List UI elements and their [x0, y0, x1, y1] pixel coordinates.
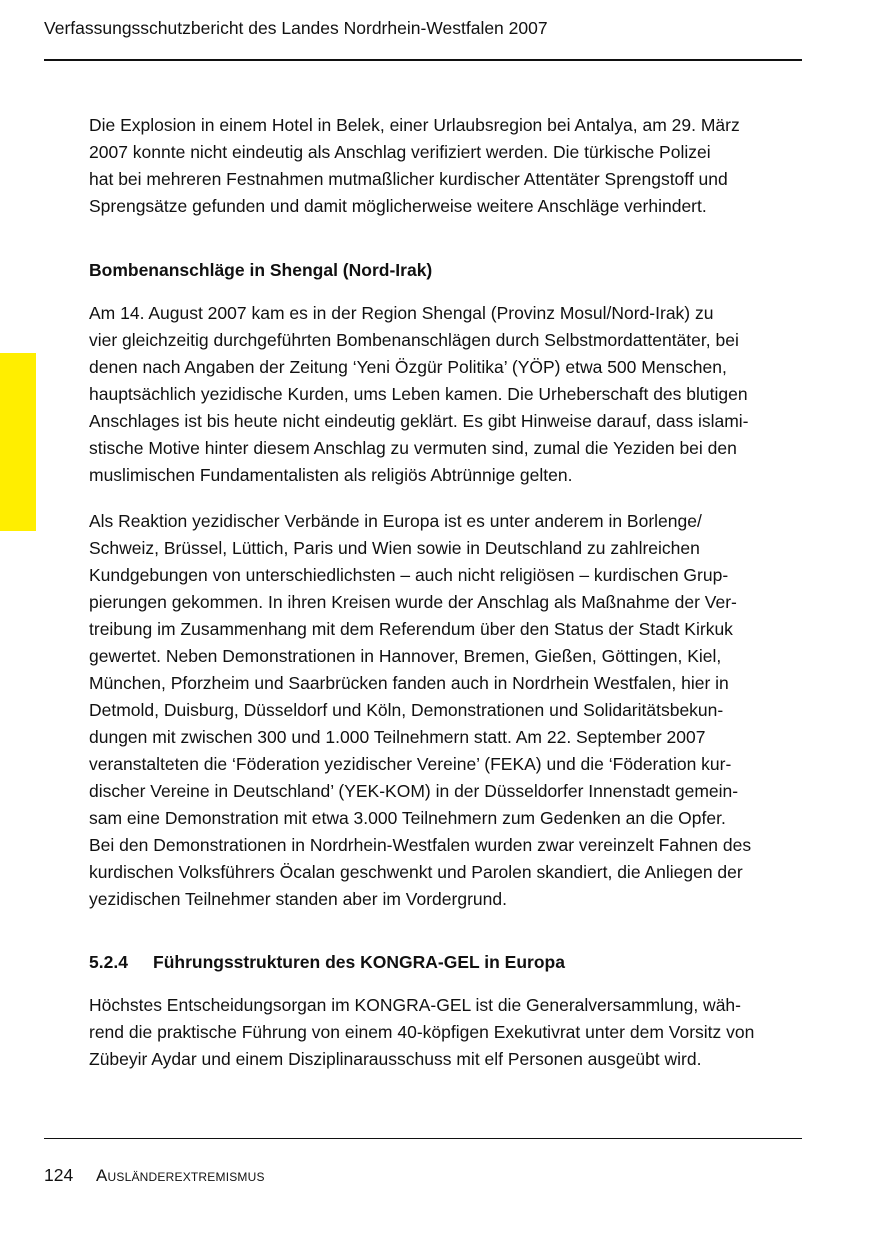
page-number: 124	[44, 1165, 74, 1185]
text-line: Sprengsätze gefunden und damit möglicherweise weitere Anschläge verhindert.	[89, 196, 707, 216]
text-line: sam eine Demonstration mit etwa 3.000 Teilnehmern zum Gedenken an die Opfer.	[89, 808, 726, 828]
text-line: Detmold, Duisburg, Düsseldorf und Köln, Demonstrationen und Solidaritätsbekun-	[89, 700, 724, 720]
footer-section-name: Ausländerextremismus	[96, 1166, 265, 1185]
text-line: Schweiz, Brüssel, Lüttich, Paris und Wien sowie in Deutschland zu zahlreichen	[89, 538, 700, 558]
text-line: 2007 konnte nicht eindeutig als Anschlag verifiziert werden. Die türkische Polizei	[89, 142, 711, 162]
text-line: Höchstes Entscheidungsorgan im KONGRA-GEL ist die Generalversammlung, wäh-	[89, 995, 741, 1015]
text-line: Kundgebungen von unterschiedlichsten – auch nicht religiösen – kurdischen Grup-	[89, 565, 729, 585]
text-line: Zübeyir Aydar und einem Disziplinarausschuss mit elf Personen ausgeübt wird.	[89, 1049, 702, 1069]
footer-divider	[44, 1138, 802, 1139]
paragraph-explosion-belek	[89, 112, 819, 220]
text-line: dungen mit zwischen 300 und 1.000 Teilnehmern statt. Am 22. September 2007	[89, 727, 706, 747]
footer-line	[44, 1163, 265, 1188]
section-heading	[89, 950, 565, 974]
header-divider	[44, 59, 802, 61]
paragraph-reactions	[89, 508, 819, 913]
text-line: Bei den Demonstrationen in Nordrhein-Westfalen wurden zwar vereinzelt Fahnen des	[89, 835, 752, 855]
text-line: yezidischen Teilnehmer standen aber im Vordergrund.	[89, 889, 507, 909]
text-line: hauptsächlich yezidische Kurden, ums Leben kamen. Die Urheberschaft des blutigen	[89, 384, 748, 404]
paragraph-shengal-attacks	[89, 300, 819, 489]
text-line: Anschlages ist bis heute nicht eindeutig geklärt. Es gibt Hinweise darauf, dass islami-	[89, 411, 749, 431]
text-line: pierungen gekommen. In ihren Kreisen wurde der Anschlag als Maßnahme der Ver-	[89, 592, 737, 612]
header-title: Verfassungsschutzbericht des Landes Nordrhein-Westfalen 2007	[44, 18, 548, 38]
section-title: Führungsstrukturen des KONGRA-GEL in Europa	[153, 952, 565, 972]
heading-shengal: Bombenanschläge in Shengal (Nord-Irak)	[89, 260, 433, 280]
text-line: muslimischen Fundamentalisten als religiös Abtrünnige gelten.	[89, 465, 573, 485]
paragraph-leadership	[89, 992, 819, 1073]
text-line: rend die praktische Führung von einem 40-köpfigen Exekutivrat unter dem Vorsitz von	[89, 1022, 755, 1042]
text-line: hat bei mehreren Festnahmen mutmaßlicher kurdischer Attentäter Sprengstoff und	[89, 169, 728, 189]
text-line: treibung im Zusammenhang mit dem Referendum über den Status der Stadt Kirkuk	[89, 619, 733, 639]
text-line: gewertet. Neben Demonstrationen in Hannover, Bremen, Gießen, Göttingen, Kiel,	[89, 646, 722, 666]
text-line: vier gleichzeitig durchgeführten Bombenanschlägen durch Selbstmordattentäter, bei	[89, 330, 739, 350]
text-line: Als Reaktion yezidischer Verbände in Europa ist es unter anderem in Borlenge/	[89, 511, 702, 531]
chapter-side-marker	[0, 353, 36, 531]
text-line: München, Pforzheim und Saarbrücken fanden auch in Nordrhein Westfalen, hier in	[89, 673, 729, 693]
text-line: discher Vereine in Deutschland’ (YEK-KOM) in der Düsseldorfer Innenstadt gemein-	[89, 781, 739, 801]
text-line: stische Motive hinter diesem Anschlag zu vermuten sind, zumal die Yeziden bei den	[89, 438, 737, 458]
text-line: kurdischen Volksführers Öcalan geschwenkt und Parolen skandiert, die Anliegen der	[89, 862, 743, 882]
section-number: 5.2.4	[89, 952, 128, 972]
text-line: Am 14. August 2007 kam es in der Region Shengal (Provinz Mosul/Nord-Irak) zu	[89, 303, 714, 323]
text-line: denen nach Angaben der Zeitung ‘Yeni Özgür Politika’ (YÖP) etwa 500 Menschen,	[89, 357, 727, 377]
text-line: Die Explosion in einem Hotel in Belek, einer Urlaubsregion bei Antalya, am 29. März	[89, 115, 740, 135]
text-line: veranstalteten die ‘Föderation yezidischer Vereine’ (FEKA) und die ‘Föderation kur-	[89, 754, 732, 774]
